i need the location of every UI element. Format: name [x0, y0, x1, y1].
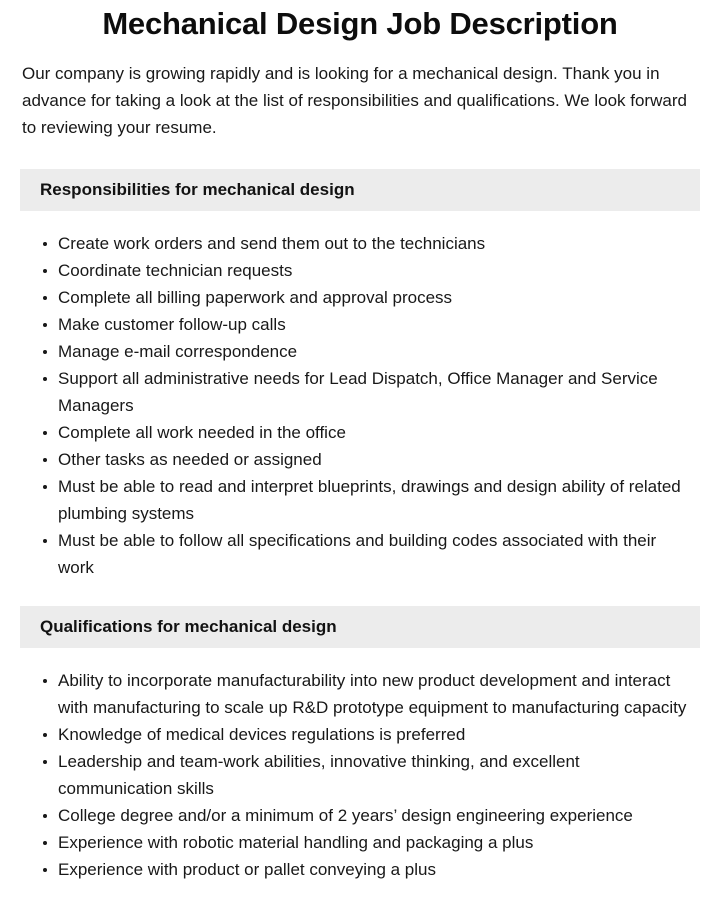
- section-header-responsibilities: Responsibilities for mechanical design: [20, 169, 700, 211]
- list-item: Create work orders and send them out to the technicians: [0, 230, 720, 257]
- list-item: Manage e-mail correspondence: [0, 338, 720, 365]
- list-item: Experience with product or pallet conveying a plus: [0, 856, 720, 883]
- list-item: Must be able to follow all specifications and building codes associated with their work: [0, 527, 720, 581]
- intro-paragraph: Our company is growing rapidly and is looking for a mechanical design. Thank you in advance for taking a look at the list of responsibilities and qualifications. We look forward to reviewing your resume.: [22, 64, 687, 137]
- list-item: Leadership and team-work abilities, innovative thinking, and excellent communication skills: [0, 748, 720, 802]
- responsibilities-list: [0, 211, 720, 581]
- list-item: Support all administrative needs for Lead Dispatch, Office Manager and Service Managers: [0, 365, 720, 419]
- list-item: Coordinate technician requests: [0, 257, 720, 284]
- list-item: Other tasks as needed or assigned: [0, 446, 720, 473]
- list-item: Knowledge of medical devices regulations is preferred: [0, 721, 720, 748]
- list-item: Experience with robotic material handling and packaging a plus: [0, 829, 720, 856]
- list-item: Ability to incorporate manufacturability into new product development and interact with manufacturing to scale up R&D prototype equipment to manufacturing capacity: [0, 667, 720, 721]
- list-item: Make customer follow-up calls: [0, 311, 720, 338]
- list-item: College degree and/or a minimum of 2 years’ design engineering experience: [0, 802, 720, 829]
- list-item: Complete all billing paperwork and approval process: [0, 284, 720, 311]
- list-item: Complete all work needed in the office: [0, 419, 720, 446]
- qualifications-list: [0, 648, 720, 883]
- page-title: Mechanical Design Job Description: [102, 6, 618, 41]
- section-header-qualifications: Qualifications for mechanical design: [20, 606, 700, 648]
- list-item: Must be able to read and interpret blueprints, drawings and design ability of related plumbing systems: [0, 473, 720, 527]
